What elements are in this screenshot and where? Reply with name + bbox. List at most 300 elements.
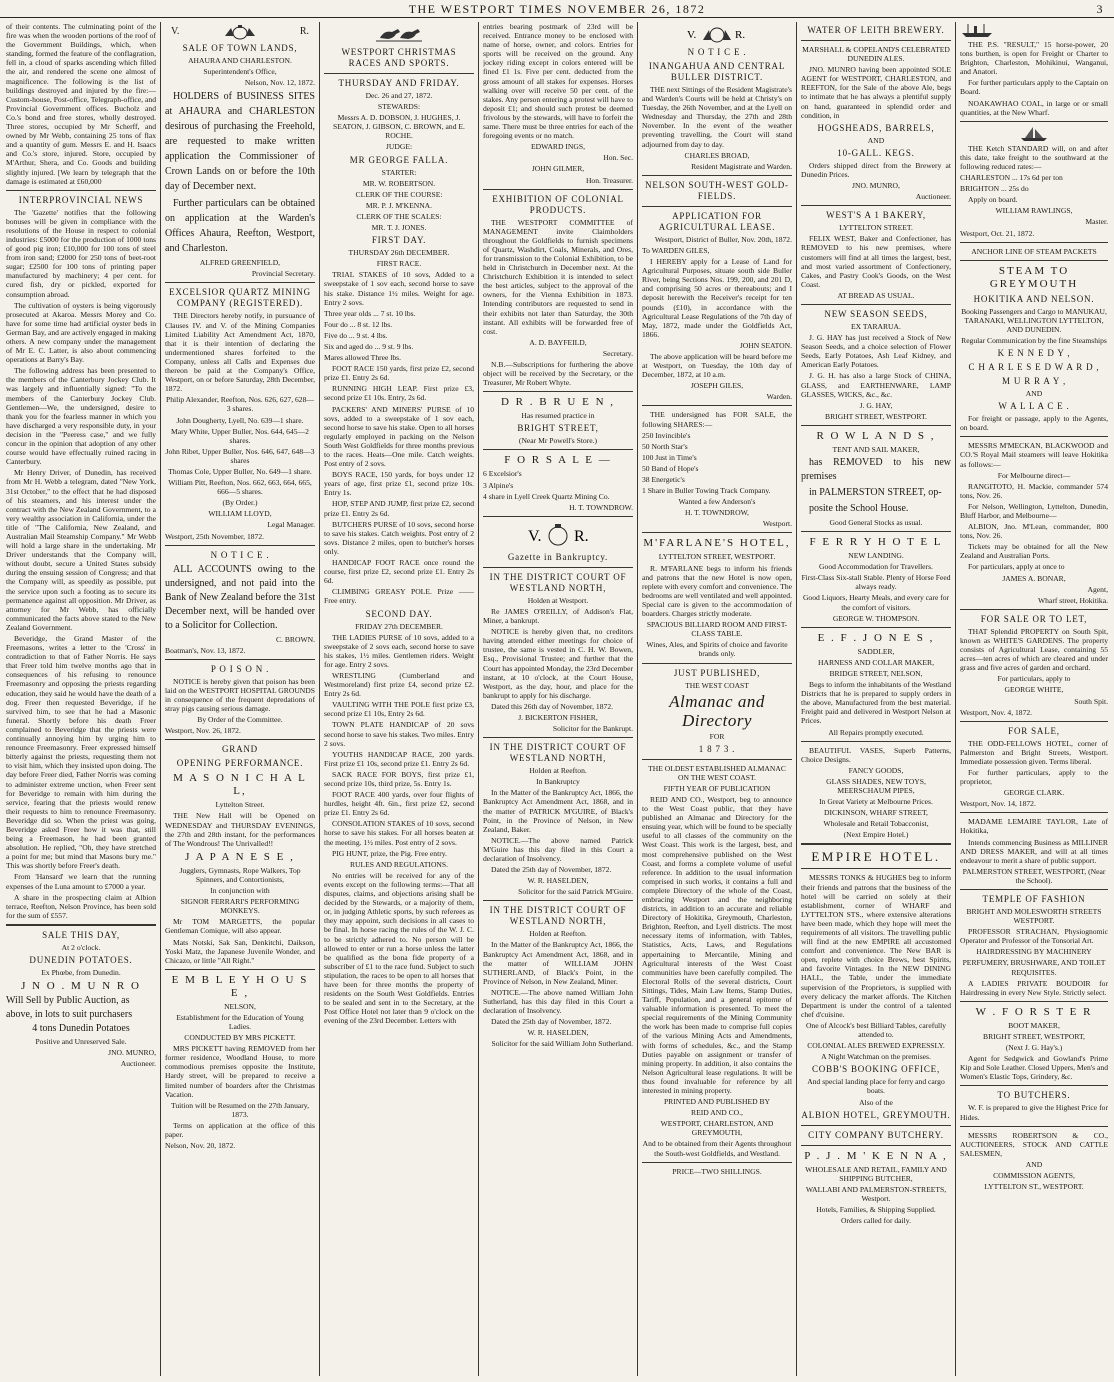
robertson-street: LYTTELTON ST., WESTPORT. xyxy=(984,1182,1084,1192)
forster-note: (Next J. G. Hay's.) xyxy=(1005,1043,1063,1053)
standard-rate: BRIGHTON ... 25s do xyxy=(960,184,1029,194)
standard-role: Master. xyxy=(1085,217,1108,227)
ferry-stable: First-Class Six-stall Stable. Plenty of Horse Feed always ready. xyxy=(801,573,951,592)
cobb-heading: COBB'S BOOKING OFFICE, xyxy=(812,1064,940,1075)
vases-signature: DICKINSON, WHARF STREET, xyxy=(824,808,928,818)
divider xyxy=(801,627,951,628)
divider xyxy=(801,1145,951,1146)
standard-body: THE Ketch STANDARD will, on and after this date, take freight to the southward at the following reduced rates:— xyxy=(960,143,1108,171)
empire-heading: EMPIRE HOTEL. xyxy=(811,849,941,865)
almanac-price: PRICE—TWO SHILLINGS. xyxy=(672,1166,762,1176)
mining-signature: WILLIAM LLOYD, xyxy=(208,509,272,519)
race-entry: YOUTHS HANDICAP RACE, 200 yards. First prize £1 10s, second prize £1. Entry 2s 6d. xyxy=(324,749,474,768)
races-role: Hon. Sec. xyxy=(603,153,633,163)
mfarlane-billiard: SPACIOUS BILLIARD ROOM AND FIRST-CLASS TABLE. xyxy=(646,620,788,639)
hall-heading: M A S O N I C H A L L, xyxy=(173,772,307,798)
notice-date: Boatman's, Nov. 13, 1872. xyxy=(165,645,246,655)
seeds-heading: NEW SEASON SEEDS, xyxy=(824,308,928,319)
starter: MR. W. ROBERTSON. xyxy=(362,178,436,188)
bakery-heading: WEST'S A 1 BAKERY, xyxy=(826,210,926,221)
forsale-item: 3 Alpine's xyxy=(483,480,514,490)
district-body: THE next Sittings of the Resident Magistrate's and Warden's Courts will be held at Christy's on Tuesday, the 26th November, and at the Lyell on Wednesday and Thursday, the 27th and 28th November. In the event of the weather preventing travelling, the Court will stand adjourned from day to day. xyxy=(642,85,792,149)
mfarlane-body: R. M'FARLANE begs to inform his friends and patrons that the new Hotel is now open, replete with every comfort and convenience. The bedrooms are well ventilated and well appointed. Special care is given to the accommodation of boarders. Charges strictly moderate. xyxy=(642,563,792,619)
mkenna-heading: P . J . M ' K E N N A , xyxy=(804,1149,948,1162)
result-body: THE P.S. "RESULT," 15 horse-power, 20 tons burthen, is open for Freight or Charter to Brighton, Charleston, Mohikinui, Wanganui, and Anatori. xyxy=(960,40,1108,77)
race-entry: BUTCHERS PURSE of 10 sovs, second horse to save his stakes. Catch weights. Post entry of 2 sovs. Distance 2 miles, open to butcher's horses only. xyxy=(324,519,474,556)
butchery-heading: CITY COMPANY BUTCHERY. xyxy=(808,1129,944,1140)
sale-line: Will Sell by Public Auction, as xyxy=(6,995,130,1007)
notice-body: ALL ACCOUNTS owing to the undersigned, and not paid into the Bank of New Zealand before the 31st December next, will be handed over to a Solicitor for Collection. xyxy=(165,563,315,631)
share-item: 100 Just in Time's xyxy=(642,452,697,462)
butchers-heading: TO BUTCHERS. xyxy=(997,1090,1071,1101)
crest-letter-r: R. xyxy=(299,26,309,38)
divider xyxy=(801,304,951,305)
stewards: Messrs A. D. DOBSON, J. HUGHES, J. SEATON, J. GIBSON, C. BROWN, and E. ROCHE. xyxy=(333,113,465,141)
lemaire-body: Intends commencing Business as MILLINER AND DRESS MAKER, and will at all times endeavour to merit a share of public support. xyxy=(960,837,1108,865)
rowlands-sub: TENT AND SAIL MAKER, xyxy=(832,444,920,454)
divider xyxy=(960,436,1108,437)
fashion-heading: TEMPLE OF FASHION xyxy=(982,894,1086,904)
almanac-published: JUST PUBLISHED, xyxy=(673,667,761,678)
shares-body: THE undersigned has FOR SALE, the following SHARES:— xyxy=(642,410,792,429)
race-entry: PIG HUNT, prize, the Pig. Free entry. xyxy=(332,848,447,858)
court-signature: J. BICKERTON FISHER, xyxy=(518,712,598,722)
news-paragraph: The 'Gazette' notifies that the following bonuses will be given in compliance with the resolutions of the House in respect to colonial industries: £5000 for the production of 1000 tons of good pig iron; £10,000 for 100 tons of steel from iron sand; £2000 for 250 tons of beet-root sugar; £2500 for 100 tons of printing paper manufactured by machinery; 4 per cent. for cured fish, dry or pickled, exported for consumption abroad. xyxy=(6,207,156,299)
empire-ales: COLONIAL ALES BREWED EXPRESSLY. xyxy=(807,1041,945,1051)
divider xyxy=(6,190,156,191)
opening-heading: GRAND xyxy=(221,744,258,755)
forsale-signature: H. T. TOWNDROW. xyxy=(569,502,633,512)
oddfellows-date: Westport, Nov. 14, 1872. xyxy=(960,799,1036,809)
forsalelet-heading: FOR SALE OR TO LET, xyxy=(980,613,1088,624)
mining-body: THE Directors hereby notify, in pursuance of Clauses IV. and V. of the Mining Companies Limited Liability Act Amendment Act, 1870, that it is their intention of declaring the undermentioned shares forfeited to the Company, unless all Calls and Expenses due thereon be paid at the Company's Office, Westport, on or before Saturday, 28th December, 1872. xyxy=(165,311,315,394)
divider xyxy=(483,189,633,190)
lemaire-body: MADAME LEMAIRE TAYLOR, Late of Hokitika, xyxy=(960,817,1108,836)
court-re: Re JAMES O'REILLY, of Addison's Flat, Miner, a bankrupt. xyxy=(483,606,633,626)
court-body: NOTICE is hereby given that, no creditors having attended either meetings for choice of trustee, the same is vested in C. H. W. Bowen, Esq., Provisional Trustee; and further that the Court has appointed Monday, the 23rd December instant, at 10 o'clock, at the Court House, Westport, as the day, hour, and place for the bankrupt to apply for his discharge. xyxy=(483,627,633,700)
exhibition-role: Secretary. xyxy=(602,348,633,358)
jones-street: BRIDGE STREET, NELSON, xyxy=(829,668,923,678)
exhibition-signature: A. D. BAYFEILD, xyxy=(529,337,587,347)
steam-and: AND xyxy=(1025,389,1043,399)
mmeckan-apply: For particulars, apply at once to xyxy=(968,562,1065,572)
court-signature: W. R. HASELDEN, xyxy=(527,1028,589,1038)
divider xyxy=(960,609,1108,610)
court-held: Holden at Reefton. xyxy=(529,929,587,939)
court-heading: IN THE DISTRICT COURT OF WESTLAND NORTH, xyxy=(489,742,627,764)
empire-tables: One of Alcock's best Billiard Tables, carefully attended to. xyxy=(805,1020,947,1040)
court-heading: IN THE DISTRICT COURT OF WESTLAND NORTH, xyxy=(489,571,627,593)
vases-note: (Next Empire Hotel.) xyxy=(843,830,909,840)
clerk-scales: MR. T. J. JONES. xyxy=(371,223,427,233)
seeds-body: J. G. HAY has just received a Stock of New Season Seeds, and a choice selection of Flower Seeds, Early Potatoes, Ash Leaf Kidney, and American Early Potatoes. xyxy=(801,333,951,370)
goldfields-heading: NELSON SOUTH-WEST GOLD-FIELDS. xyxy=(645,179,789,201)
court-notice: NOTICE.—The above named Patrick M'Guire has this day filed in this Court a declaration of Insolvency. xyxy=(483,835,633,863)
hall-acts: Jugglers, Gymnasts, Rope Walkers, Top Spinners, and Contortionists, xyxy=(179,865,301,884)
day-heading: SECOND DAY. xyxy=(365,608,433,619)
race-entry: SACK RACE FOR BOYS, first prize £1, second prize 10s, third prize, 5s. Entry 1s. xyxy=(324,769,474,788)
almanac-publisher: REID AND CO., xyxy=(691,1108,743,1118)
potato-sale-ad xyxy=(6,930,156,1068)
leith-heading: WATER OF LEITH BREWERY. xyxy=(807,25,945,35)
races-role: Hon. Treasurer. xyxy=(585,175,633,185)
poison-by-order: By Order of the Committee. xyxy=(197,715,283,725)
shares-signature: H. T. TOWNDROW, xyxy=(685,508,749,518)
strachan-perfumery: PERFUMERY, BRUSHWARE, AND TOILET REQUISITES. xyxy=(962,958,1106,977)
strachan-body: PROFESSOR STRACHAN, Physiognomic Operator and Professor of the Tonsorial Art. xyxy=(960,927,1108,946)
rowlands-heading: R O W L A N D S , xyxy=(816,429,936,442)
robertson-body: MESSRS ROBERTSON & CO., AUCTIONEERS, STOCK AND CATTLE SALESMEN, xyxy=(960,1130,1108,1158)
mfarlane-street: LYTTELTON STREET, WESTPORT. xyxy=(658,552,776,562)
shares-wanted: Wanted a few Anderson's xyxy=(678,497,756,507)
divider xyxy=(483,449,633,450)
masthead-rule xyxy=(0,17,1114,18)
lease-to: To WARDEN GILES, xyxy=(642,245,710,255)
svg-text:V.: V. xyxy=(528,527,542,545)
weight-row: Three year olds ... 7 st. 10 lbs. xyxy=(324,308,416,318)
mfarlane-heading: M'FARLANE'S HOTEL, xyxy=(643,537,791,550)
divider xyxy=(960,242,1108,243)
poison-heading: P O I S O N . xyxy=(210,663,270,674)
cobb-also: Also of the xyxy=(859,1097,893,1107)
news-paragraph: Mr Henry Driver, of Dunedin, has received from Mr H. Webb a telegram, dated "New York, 31st October," to the effect that he had disposed of his steamers, and his interest under the contract with the New Zealand Government, to a very wealthy association in California, under the title of "The California, New Zealand, and Australian Mail Steamship Company." Mr Webb will hold a large share in the undertaking. Mr Driver understands that the Company will, without doubt, secure a United States subsidy during the ensuing session of Congress; and that the Company will, as speedily as possible, put the service upon such a footing as to secure its permanence against all opposition. Mr Driver, as attorney for Mr Webb, has officially communicated the facts above stated to the New Zealand Government. xyxy=(6,468,156,632)
opening-heading: OPENING PERFORMANCE. xyxy=(176,758,304,769)
notice-heading: N O T I C E . xyxy=(210,549,270,560)
race-entry: BOYS RACE, 150 yards, for boys under 12 years of age, first prize £1, second prize 10s. Entry 1s. xyxy=(324,470,474,498)
lease-body: I HEREBY apply for a Lease of Land for Agricultural Purposes, situate south side Buller River, being Sections Nos. 199, 200, and 201 D, and comprising 50 acres or thereabouts; and I deposit herewith the Receiver's receipt for ten pounds (£10), in accordance with the Agricultural Lease Regulations of the 7th day of May, 1872, made under the Goldfields Act, 1866. xyxy=(642,257,792,339)
steam-ship: C H A R L E S E D W A R D , xyxy=(968,362,1100,373)
notice-signature: C. BROWN. xyxy=(275,634,315,644)
seeds-signature: J. G. HAY, xyxy=(859,400,893,410)
court-heading: IN THE DISTRICT COURT OF WESTLAND NORTH, xyxy=(489,905,627,927)
race-entry: CLIMBING GREASY POLE. Prize —— Free entry. xyxy=(324,587,474,606)
clerk-course-label: CLERK OF THE COURSE: xyxy=(355,189,443,199)
steam-regular: Regular Communication by the fine Steamships xyxy=(961,335,1107,345)
almanac-places: WESTPORT, CHARLESTON, AND GREYMOUTH, xyxy=(660,1119,774,1138)
divider xyxy=(960,1001,1108,1002)
divider xyxy=(483,737,633,738)
poison-date: Westport, Nov. 26, 1872. xyxy=(165,726,241,736)
race-entry: HOP, STEP AND JUMP, first prize £2, second prize £1. Entry 2s 6d. xyxy=(324,499,474,518)
divider xyxy=(165,969,315,970)
rowlands-body: has REMOVED to his new premises xyxy=(801,457,951,482)
steamship-icon xyxy=(960,22,994,38)
forster-sub: BOOT MAKER, xyxy=(1008,1020,1060,1030)
embley-date: Nelson, Nov. 20, 1872. xyxy=(165,1141,236,1151)
column-2 xyxy=(165,22,315,1378)
divider xyxy=(960,721,1108,722)
columns xyxy=(0,22,1114,1378)
race-entry: TOWN PLATE HANDICAP of 20 sovs second horse to save his stakes. Two miles. Entry 2 sovs. xyxy=(324,720,474,748)
steam-sub: HOKITIKA AND NELSON. xyxy=(973,293,1095,304)
news-paragraph: Beveridge, the Grand Master of the Freemasons, writes a letter to the 'Cross' in contradiction to that of Father Norris. He says that Freer told him twelve months ago that in consequences of his refusing to renounce Freemasonry and opposing the priests regarding education, they said he would have the death of a dog. Freer then requested Beveridge, if he survived him, to see that he had a Masonic funeral. Shortly before his death Freer complained to Beveridge that the priests were continually annoying him by urging him to renounce Freemasonry. Freer expressed himself bitterly against the priests, requesting them not to visit him, which they insisted upon doing. The day before Freer died, Father Norris was coming to administer extreme unction, when Freer sent for Beveridge to remain with him during the service, fearing that the priests would renew their requests to him to renounce Freemasonry. Beveridge did so. When the priest was going, Beveridge asked Freer how it was that, still being a Freemason, he had been granted absolution. He replied, "Oh, they have stretched a point for me; but mind that Masons bury me." This was shortly before Freer's death. xyxy=(6,634,156,871)
races-signature: EDWARD INGS, xyxy=(531,142,585,152)
sale-role: Auctioneer. xyxy=(120,1059,156,1069)
share-item: 50 Band of Hope's xyxy=(642,463,699,473)
column-5 xyxy=(642,22,792,1378)
divider xyxy=(960,121,1108,122)
forster-heading: W . F O R S T E R xyxy=(975,1005,1093,1018)
auctioneer-name: J N O . M U N R O xyxy=(21,980,141,993)
embley-heading: E M B L E Y H O U S E , xyxy=(171,973,309,999)
royal-crest-icon xyxy=(221,24,259,40)
sale-line: Positive and Unreserved Sale. xyxy=(35,1037,127,1047)
divider xyxy=(483,567,633,568)
divider xyxy=(165,282,315,283)
starter-label: STARTER: xyxy=(381,167,417,177)
standard-apply: Apply on board. xyxy=(968,195,1018,205)
embley-terms: Terms on application at the office of this paper. xyxy=(165,1120,315,1139)
jones-sub: HARNESS AND COLLAR MAKER, xyxy=(817,657,935,667)
almanac-agents: And to be obtained from their Agents throughout the South-west Goldfields, and Westland. xyxy=(642,1139,792,1158)
vases-glass: GLASS SHADES, NEW TOYS, MEERSCHAUM PIPES, xyxy=(826,776,926,795)
stewards-label: STEWARDS: xyxy=(377,102,421,112)
jones-sub: SADDLER, xyxy=(857,646,895,656)
divider xyxy=(642,663,792,664)
jones-body: Begs to inform the inhabitants of the Westland Districts that he is prepared to supply orders in the above, Manufactured from the best material. Freight paid and delivered in Westport Nelson at Prices. xyxy=(801,680,951,726)
almanac-title: Almanac and Directory xyxy=(669,691,765,730)
share-item: 38 Energetic's xyxy=(642,475,685,484)
mining-date: Westport, 25th November, 1872. xyxy=(165,531,265,541)
shares-place: Westport. xyxy=(762,519,792,529)
bruen-body: Has resumed practice in xyxy=(521,411,595,421)
svg-text:R.: R. xyxy=(574,527,589,545)
race-entry: VAULTING WITH THE POLE first prize £3, second prize £1 10s, Entry 2s 6d. xyxy=(324,700,474,719)
divider xyxy=(642,175,792,176)
sale-title: DUNEDIN POTATOES. xyxy=(29,955,133,965)
forsale-item: 4 share in Lyell Creek Quartz Mining Co. xyxy=(483,491,610,501)
jones-heading: E . F . J O N E S , xyxy=(817,631,935,644)
steam-body: Booking Passengers and Cargo to MANUKAU, TARANAKI, WELLINGTON LYTTELTON, AND DUNEDIN. xyxy=(961,306,1107,334)
oddfellows-apply: For further particulars, apply to the proprietor, xyxy=(960,767,1108,787)
sale-line: above, in lots to suit purchasers xyxy=(6,1009,133,1021)
land-body: HOLDERS of BUSINESS SITES at AHAURA and CHARLESTON desirous of purchasing the Freehold, are requested to make written application the Commissioner of Crown Lands on or before the 10th day of December next. xyxy=(165,91,315,193)
cobb-albion: ALBION HOTEL, GREYMOUTH. xyxy=(801,1109,951,1120)
embley-subheading: Establishment for the Education of Young Ladies. xyxy=(176,1012,304,1031)
royal-crest-icon xyxy=(685,24,749,44)
mfarlane-wines: Wines, Ales, and Spirits of choice and favorite brands only. xyxy=(646,640,788,659)
almanac-body: REID AND CO., Westport, beg to announce to the West Coast public, that they have published an Almanac and Directory for the ensuing year, which will be found to be specially useful to all classes of the community on the West Coast. This work is the largest, best, and most comprehensive published on the West Coast, and forms a complete volume of useful reference. In addition to the usual information comprised in such works, it contains a full and complete Directory of the whole of the Coast, embracing Westport and the neighboring districts, in addition to an accurate and reliable Directory of Hokitika, Greymouth, Charleston, Brighton, Reefton, and Lyell districts. The most necessary items of information, with Tables, Statistics, Acts, Laws, and Regulations appertaining to Mercantile, Mining and Agricultural interests of the West Coast communities have been carefully compiled. The Electoral Rolls of the several districts, Court Sittings, Tides, Main Law Items, Stamp Duties, Tariff, Population, and a general epitome of valuable information is presented. To meet the special requirements of the Mining Community the work has been made to comprise full copies of the various Mining Acts and Amendments, with forms of schedules, &c., and the Stamp Duties payable on assignment or transfer of mining property. In addition, it also contains the Nelson Agricultural lease regulations. It will be thus found invaluable for reference by all interested in mining property. xyxy=(642,794,792,1095)
crest-letter-v: V. xyxy=(171,26,180,38)
column-6 xyxy=(801,22,951,1378)
robertson-and: AND xyxy=(1025,1159,1043,1169)
steam-ship: W A L L A C E . xyxy=(998,401,1070,412)
almanac-year: 1 8 7 3 . xyxy=(698,743,736,754)
land-role: Provincial Secretary. xyxy=(251,269,315,279)
embley-city: NELSON, xyxy=(224,1001,256,1011)
mmeckan-melbourne: For Melbourne direct— xyxy=(997,470,1071,480)
notice-heading: N O T I C E . xyxy=(687,47,747,57)
court-sub: In Bankruptcy xyxy=(536,777,580,787)
divider xyxy=(483,516,633,517)
rowlands-stock: Good General Stocks as usual. xyxy=(829,518,923,527)
almanac-coast: THE WEST COAST xyxy=(685,680,749,690)
court-body: In the Matter of the Bankruptcy Act, 1866, the Bankruptcy Act Amendment Act, 1868, and in the matter of PATRICK M'GUIRE, of Black's Point, in the Province of Nelson, in New Zealand, Baker. xyxy=(483,788,633,834)
weight-row: Mares allowed Three lbs. xyxy=(324,353,402,363)
bruen-note: (Near Mr Powell's Store.) xyxy=(518,436,598,446)
hall-margetts: Mr TOM MARGETTS, the popular Gentleman Comique, will also appear. xyxy=(165,917,315,936)
district-heading: INANGAHUA AND CENTRAL BULLER DISTRICT. xyxy=(648,61,786,82)
day-date: FRIDAY 27th DECEMBER. xyxy=(355,621,443,631)
forsalelet-signature: GEORGE WHITE, xyxy=(1004,685,1064,695)
robertson-agents: COMMISSION AGENTS, xyxy=(993,1170,1075,1180)
leith-role: Auctioneer. xyxy=(915,192,951,202)
poison-body: NOTICE is hereby given that poison has been laid on the WESTPORT HOSPITAL GROUNDS in consequence of the frequent depredations of stray pigs causing serious damage. xyxy=(165,676,315,714)
hall-japanese: J A P A N E S E , xyxy=(185,850,295,863)
races-dates: Dec. 26 and 27, 1872. xyxy=(365,91,433,100)
sale-time: At 2 o'clock. xyxy=(61,942,101,952)
land-date: Nelson, Nov. 12, 1872. xyxy=(244,78,315,88)
court-dated: Dated the 25th day of November, 1872. xyxy=(491,1017,612,1027)
share-item: 50 North Star's xyxy=(642,441,688,451)
court-dated: Dated this 26th day of November, 1872. xyxy=(491,701,614,711)
ferry-heading: F E R R Y H O T E L xyxy=(809,536,943,549)
land-signature: ALFRED GREENFIELD, xyxy=(199,258,281,268)
vases-fancy: FANCY GOODS, xyxy=(848,765,904,775)
mining-by-order: (By Order.) xyxy=(222,498,258,508)
news-paragraph: From 'Hansard' we learn that the running expenses of the Luna amount to £7000 a year. xyxy=(6,872,156,891)
embley-conducted: CONDUCTED BY MRS PICKETT. xyxy=(184,1033,296,1043)
leith-subheading: MARSHALL & COPELAND'S CELEBRATED DUNEDIN ALES. xyxy=(802,45,950,64)
district-role: Resident Magistrate and Warden. xyxy=(691,161,792,171)
mkenna-orders: Orders called for daily. xyxy=(841,1216,911,1226)
clerk-scales-label: CLERK OF THE SCALES: xyxy=(356,211,442,221)
seeds-ship: EX TARARUA. xyxy=(851,321,901,331)
noakawhao: NOAKAWHAO COAL, in large or or small quantities, at the New Wharf. xyxy=(960,98,1108,117)
judge: MR GEORGE FALLA. xyxy=(349,154,449,165)
sale-ship: Ex Phœbe, from Dunedin. xyxy=(41,968,121,977)
leith-signature: JNO. MUNRO, xyxy=(852,181,900,191)
svg-text:V.: V. xyxy=(687,29,697,41)
divider xyxy=(642,1162,792,1163)
almanac-fifth: FIFTH YEAR OF PUBLICATION xyxy=(663,783,771,793)
sale-signature: JNO. MUNRO, xyxy=(108,1048,156,1058)
forsale-heading: F O R S A L E — xyxy=(504,454,612,467)
sale-line: 4 tons Dunedin Potatoes xyxy=(32,1023,130,1035)
lease-heard: The above application will be heard before me at Westport, on Tuesday, the 10th day of December, 1872, at 10 a.m. xyxy=(642,351,792,380)
divider xyxy=(483,391,633,392)
race-entry: THE LADIES PURSE of 10 sovs, added to a sweepstake of 2 sovs each, second horse to save his stakes, 1½ miles. Gentlemen riders. Weight for age. Entry 2 sovs. xyxy=(324,632,474,669)
first-race: FIRST RACE. xyxy=(376,259,422,269)
vases-role: Wholesale and Retail Tobacconist, xyxy=(823,819,929,829)
mining-holder: William Pitt, Reefton, Nos. 662, 663, 664, 665, 666—5 shares. xyxy=(168,478,312,497)
mkenna-body: Hotels, Families, & Shipping Supplied. xyxy=(816,1204,936,1214)
divider xyxy=(801,40,951,41)
leith-hogsheads: HOGSHEADS, BARRELS, xyxy=(817,122,935,133)
mmeckan-signature: JAMES A. BONAR, xyxy=(1002,573,1066,583)
races-continued: entries bearing postmark of 23rd will be received. Entrance money to be enclosed with name of horse, owner, and colors. Entries for sports will be received on the ground. Any jockey riding except in colors entered will be fined £1 1s. Five per cent. deducted from the gross amount of all stakes for expenses. Horses walking over will receive 50 per cent. of the stakes. Any person entering a protest will have to deposit £1; and should such protest be deemed frivolous by the stewards, will have to forfeit the same. There must be three entries for each of the foregoing events or no match. xyxy=(483,22,633,141)
court-role: Solicitor for the Bankrupt. xyxy=(552,724,633,734)
lease-warden-role: Warden. xyxy=(766,392,792,402)
race-entry: RUNNING HIGH LEAP. First prize £3, second prize £1 10s. Entry, 2s 6d. xyxy=(324,384,474,403)
races-days: THURSDAY AND FRIDAY. xyxy=(338,78,460,88)
oddfellows-signature: GEORGE CLARK. xyxy=(1003,788,1065,798)
exhibition-note: N.B.—Subscriptions for furthering the above object will be received by the Secretary, or the Treasurer, Mr Robert Whyte. xyxy=(483,360,633,388)
mkenna-streets: WALLABI AND PALMERSTON-STREETS, Westport. xyxy=(805,1184,947,1203)
masthead xyxy=(6,2,1108,16)
divider xyxy=(6,924,156,926)
weight-row: Four do ... 8 st. 12 lbs. xyxy=(324,319,393,329)
forsalelet-apply: For particulars, apply to xyxy=(997,674,1071,684)
court-dated: Dated the 25th day of November, 1872. xyxy=(491,865,612,875)
masthead-title: THE WESTPORT TIMES NOVEMBER 26, 1872 xyxy=(408,1,706,16)
race-entry: CONSOLATION STAKES of 10 sovs, second horse to save his stakes. For all horses beaten at the meeting. 1½ miles. Post entry of 2 sovs. xyxy=(324,819,474,847)
oddfellows-body: THE ODD-FELLOWS HOTEL, corner of Palmerston and Bright Streets, Westport. Immediate possession given. Terms liberal. xyxy=(960,738,1108,766)
oddfellows-heading: FOR SALE, xyxy=(1008,725,1060,736)
rules-body: No entries will be received for any of the events except on the following terms:—That all disputes, claims, and objections arising shall be decided by the Stewards, or a majority of them, or, in judging Athletic sports, by such referees as they may appoint, such decisions in all cases to be final. In horse racing the rules of the W. J. C. to be strictly adhered to. No person will be allowed to enter or run a horse unless the latter be qualified as the bona fide property of a subscriber of £1 to the race fund. Subject to such stipulation, the races to be open to all horses that have been for three months the property of residents on the South West Goldfields. Entries to be sealed and sent in to the Secretary, at the Post Office Hotel not later than 9 o'clock on the evening of the 23rd December. Letters with xyxy=(324,870,474,1026)
standard-date: Westport, Oct. 21, 1872. xyxy=(960,228,1035,238)
leith-body: JNO. MUNRO having been appointed SOLE AGENT for WESTPORT, CHARLESTON, and REEFTON, for the Sale of the above Ale, begs to intimate that he has always a plentiful supply on hand, guaranteed in splendid order and condition, in xyxy=(801,65,951,120)
forsalelet-date: Westport, Nov. 4, 1872. xyxy=(960,707,1033,717)
hall-street: Lyttelton Street. xyxy=(215,800,265,810)
race-entry: TRIAL STAKES of 10 sovs, Added to a sweepstake of 1 sov each, second horse to save his stake. Distance 1½ miles. Weight for age. Entry 2 sovs. xyxy=(324,270,474,307)
mmeckan-tickets: Tickets may be obtained for all the New Zealand and Australian Ports. xyxy=(960,542,1108,561)
anchor-heading: ANCHOR LINE OF STEAM PACKETS xyxy=(971,246,1097,256)
bakery-body: FELIX WEST, Baker and Confectioner, has REMOVED to his new premises, where customers will find at all times the largest, best, and most varied assortment of Confectionery, Cakes, and Pastry Cook's Goods, on the West Coast. xyxy=(801,234,951,289)
boudoir-body: A LADIES PRIVATE BOUDOIR for Hairdressing in every New Style. Strictly select. xyxy=(960,978,1108,997)
seeds-body: J. G. H. has also a large Stock of CHINA, GLASS, and EARTHENWARE, LAMP GLASSES, WICKS, &c., &c. xyxy=(801,371,951,399)
ferry-signature: GEORGE W. THOMPSON. xyxy=(832,613,920,623)
column-4 xyxy=(483,22,633,1378)
divider xyxy=(960,1126,1108,1127)
result-apply: For further particulars apply to the Captain on Board. xyxy=(960,78,1108,97)
vases-variety: In Great Variety at Melbourne Prices. xyxy=(819,797,933,807)
forster-street: BRIGHT STREET, WESTPORT, xyxy=(983,1031,1085,1041)
mmeckan-nelson: For Nelson, Wellington, Lyttelton, Dunedin, Bluff Harbor, and Melbourne— xyxy=(960,501,1108,520)
share-item: 1 Share in Buller Towing Track Company. xyxy=(642,486,771,496)
svg-text:R.: R. xyxy=(735,29,746,41)
divider xyxy=(801,741,951,742)
court-body: In the Matter of the Bankruptcy Act, 1866, the Bankruptcy Act Amendment Act, 1868, and in the matter of WILLIAM JOHN SUTHERLAND, of Black's Point, in the Province of Nelson, in New Zealand, Miner. xyxy=(483,940,633,986)
divider xyxy=(642,532,792,533)
fashion-sub: BRIGHT AND MOLESWORTH STREETS WESTPORT. xyxy=(966,907,1102,926)
almanac-printed: PRINTED AND PUBLISHED BY xyxy=(663,1097,771,1107)
divider xyxy=(324,73,474,74)
mmeckan-albion: ALBION, Jno. M'Lean, commander, 800 tons, Nov. 26. xyxy=(960,522,1108,541)
cobb-body: And special landing place for ferry and cargo boats. xyxy=(807,1077,945,1096)
almanac-oldest: THE OLDEST ESTABLISHED ALMANAC ON THE WEST COAST. xyxy=(648,763,786,782)
race-entry: FOOT RACE 150 yards, first prize £2, second prize £1. Entry 2s 6d. xyxy=(324,364,474,383)
mining-role: Legal Manager. xyxy=(267,520,315,530)
forster-agent: Agent for Sedgwick and Gowland's Prime Kip and Sole Leather. Closed Uppers, Men's and Women's Elastic Tops, Grindery, &c. xyxy=(960,1054,1108,1082)
divider xyxy=(801,868,951,869)
day-date: THURSDAY 26th DECEMBER. xyxy=(348,248,450,258)
divider xyxy=(165,545,315,546)
page-number: 3 xyxy=(1096,2,1104,16)
butchers-body: W. F. is prepared to give the Highest Price for Hides. xyxy=(960,1103,1108,1122)
embley-body: MRS PICKETT having REMOVED from her former residence, Woodland House, to more commodious premises opposite the Institute, Hardy street, will be prepared to receive a limited number of boarders after the Christmas Vacation. xyxy=(165,1044,315,1099)
steam-ship: M U R R A Y , xyxy=(1002,376,1066,387)
bruen-street: BRIGHT STREET, xyxy=(517,423,599,434)
hall-conjunction: In conjunction with xyxy=(210,886,270,896)
standard-signature: WILLIAM RAWLINGS, xyxy=(995,206,1073,216)
divider xyxy=(801,1125,951,1126)
weight-row: Five do ... 9 st. 4 lbs. xyxy=(324,330,388,340)
divider xyxy=(642,759,792,760)
land-office: Superintendent's Office, xyxy=(203,67,277,77)
almanac-for: FOR xyxy=(709,731,725,741)
mining-holder: John Ribet, Upper Buller, Nos. 646, 647, 648—3 shares xyxy=(165,446,315,465)
forsalelet-place: South Spit. xyxy=(1074,696,1108,706)
mining-holder: Philip Alexander, Reefton, Nos. 626, 627, 628—3 shares. xyxy=(166,395,314,414)
mmeckan-body: MESSRS M'MECKAN, BLACKWOOD and CO.'S Royal Mail steamers will leave Hokitika as follows:— xyxy=(960,441,1108,469)
divider xyxy=(642,405,792,406)
steam-ship: K E N N E D Y , xyxy=(997,348,1071,359)
fire-report: of their contents. The culminating point of the fire was when the wooden portions of the roof of the Government Buildings, which, when standing, formed the feature of the conflagration, fell in, a cloud of sparks ascending which filled the air, and rendered the scene one almost of magnificence. The following is the list of buildings destroyed and injured by the fire:—Custom-house, Post-office, Telegraph-office, and Provincial Government offices. Bucholz and Co.'s bond and free stores, wholly destroyed. Three stores, occupied by Mr Scherff, and owned by Mr Webb, containing 25 tons of flax and a quantity of gum. Messrs E. and H. Isaacs and Co.'s store, injured. Store, occupied by M'Arthur, Shera, and Co. Goods and building slightly injured. [We learn by telegraph that the damage is estimated at £60,000 xyxy=(6,22,156,186)
leith-kegs: 10-GALL. KEGS. xyxy=(837,147,915,158)
exhibition-body: THE WESTPORT COMMITTEE of MANAGEMENT invite Claimholders throughout the Goldfields to furnish specimens of Quartz, Washdirt, Coals, Minerals, and Ores, for transmission to the Colonial Exhibition, to be held in Christchurch in December next. At the Christchurch Exhibition it is intended to select the best articles, subject to the approval of the owners, for the Vienna Exhibition in 1873. Intending contributors are requested to send in their exhibits not later than Saturday, the 30th instant. All exhibits will be forwarded free of cost. xyxy=(483,217,633,336)
mining-holder: Mary White, Upper Buller, Nos. 644, 645—2 shares. xyxy=(171,426,309,445)
